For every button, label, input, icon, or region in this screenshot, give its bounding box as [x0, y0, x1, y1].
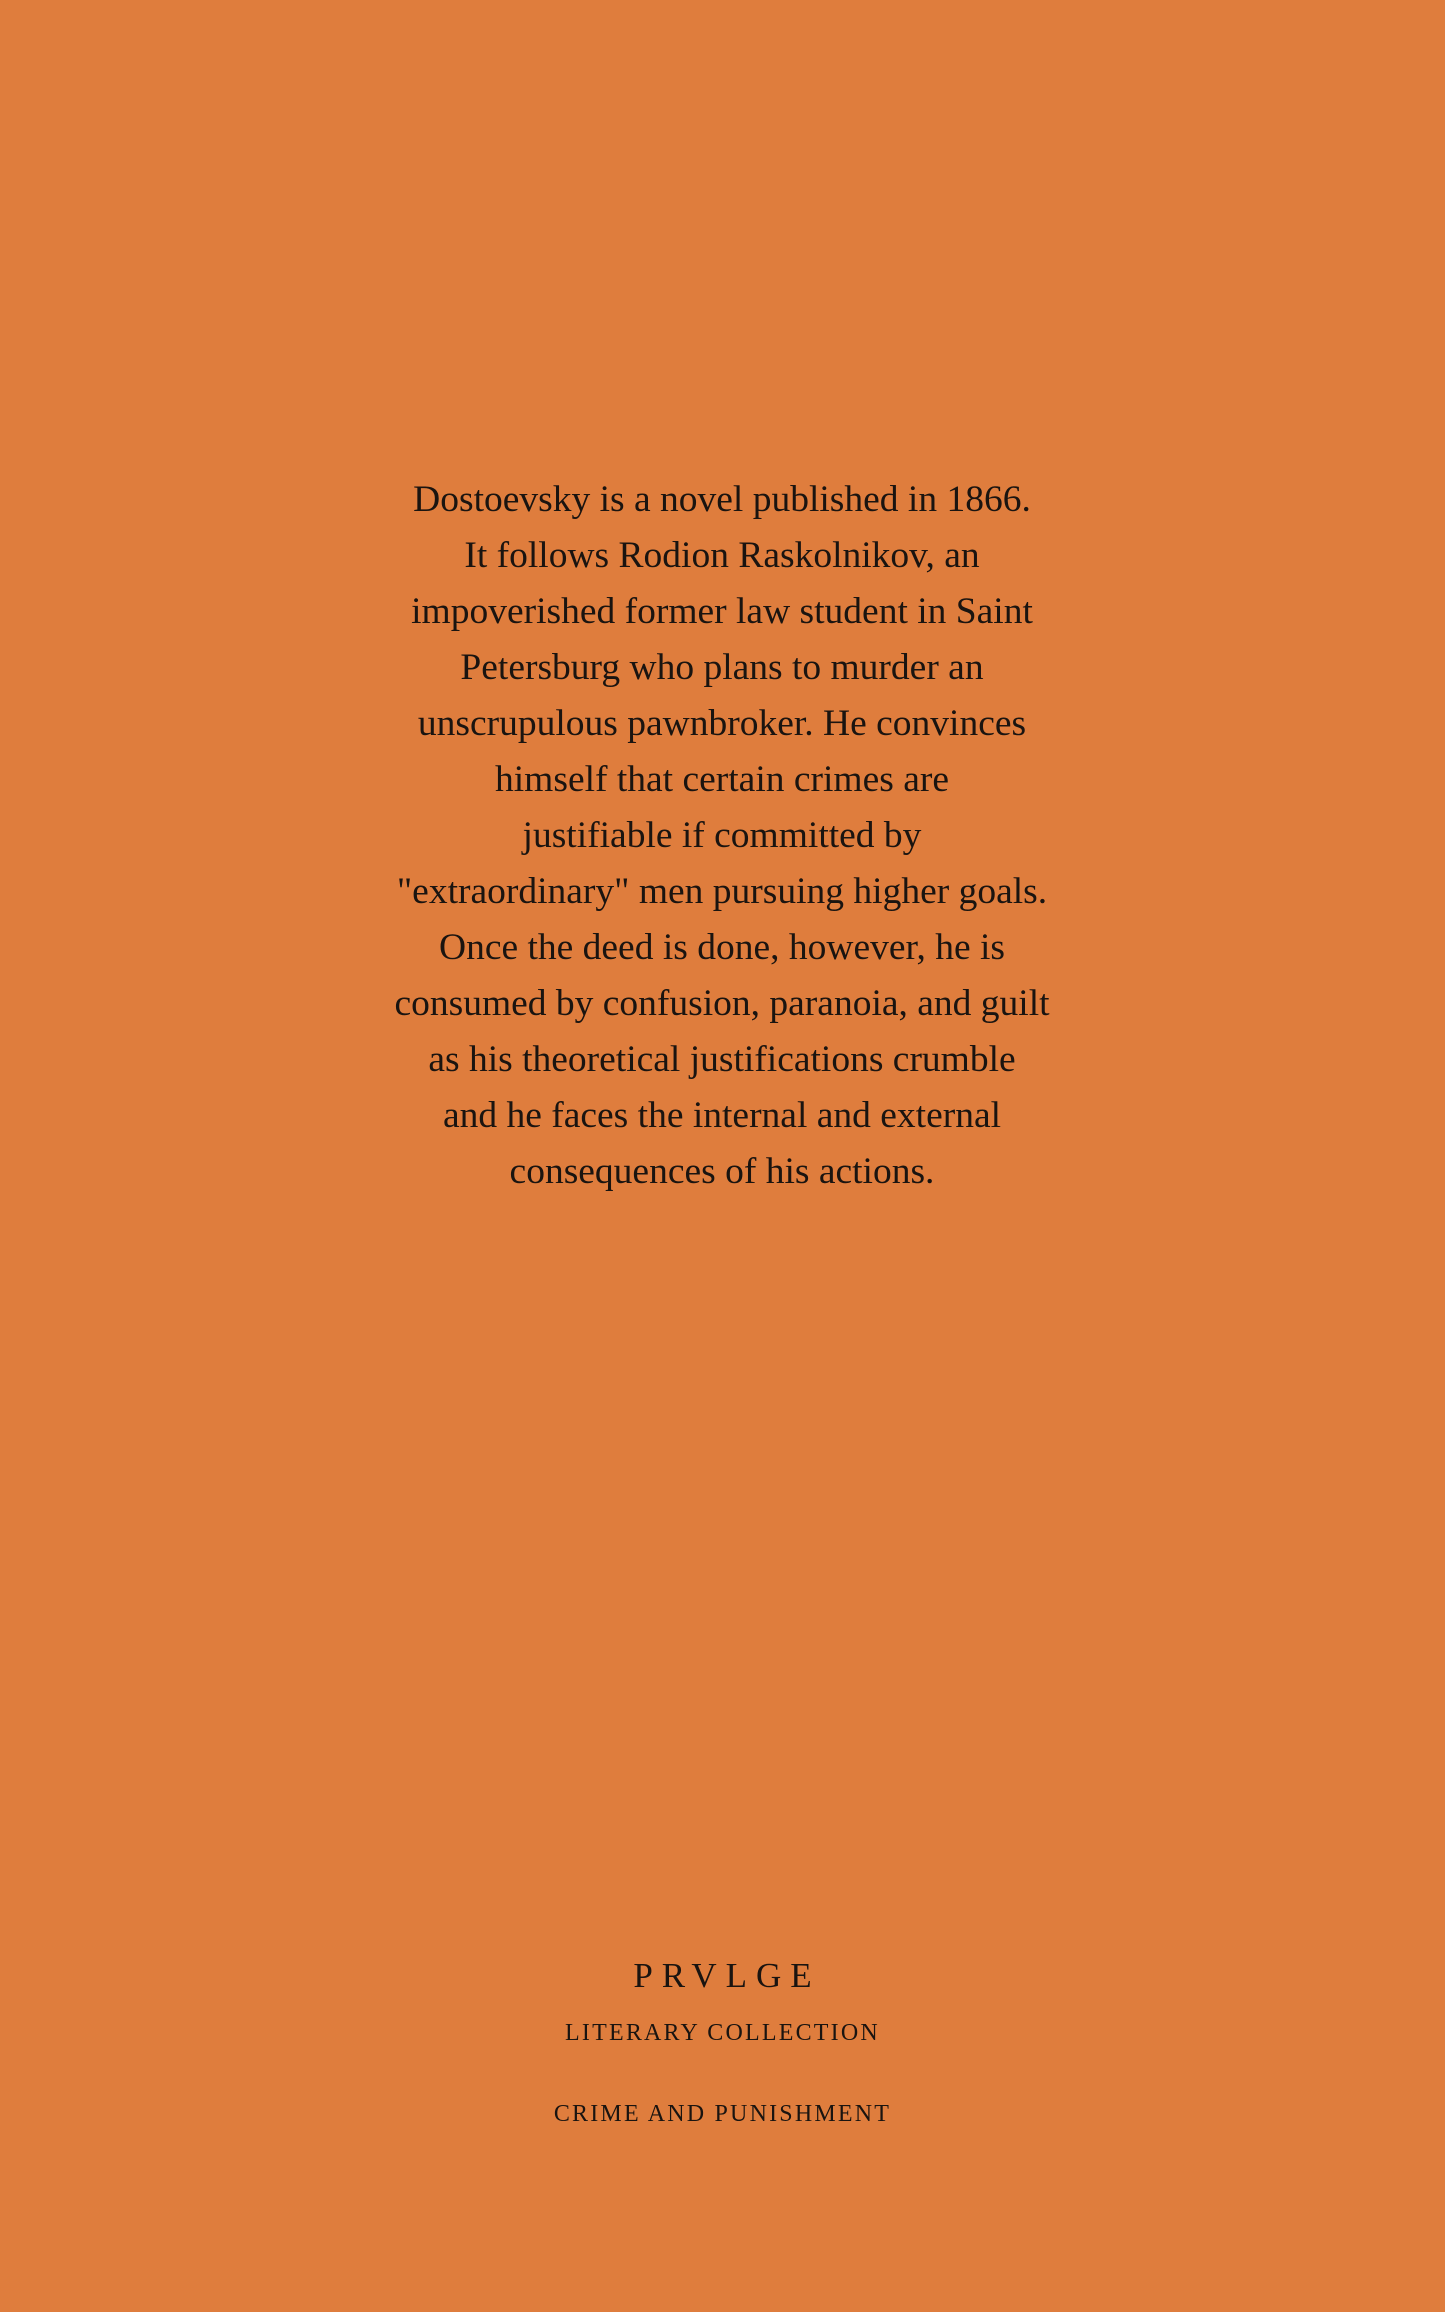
book-title: CRIME AND PUNISHMENT	[553, 2101, 892, 2127]
description-line: impoverished former law student in Saint	[411, 591, 1033, 632]
description-line: and he faces the internal and external	[442, 1095, 1002, 1136]
description-line: "extraordinary" men pursuing higher goals.	[396, 871, 1048, 912]
description-line: justifiable if committed by	[522, 815, 922, 856]
description-line: unscrupulous pawnbroker. He convinces	[417, 703, 1027, 744]
book-description	[372, 472, 1072, 1200]
description-line: as his theoretical justifications crumble	[428, 1039, 1016, 1080]
description-line: Once the deed is done, however, he is	[438, 927, 1005, 968]
description-line: Petersburg who plans to murder an	[460, 647, 984, 688]
collection-name: LITERARY COLLECTION	[565, 2020, 880, 2046]
description-line: himself that certain crimes are	[495, 759, 949, 800]
description-line: Dostoevsky is a novel published in 1866.	[413, 479, 1031, 520]
description-line: consequences of his actions.	[509, 1151, 935, 1192]
description-line: It follows Rodion Raskolnikov, an	[464, 535, 980, 576]
publisher-brand: PRVLGE	[633, 1956, 821, 1995]
description-line: consumed by confusion, paranoia, and guilt	[394, 983, 1050, 1024]
